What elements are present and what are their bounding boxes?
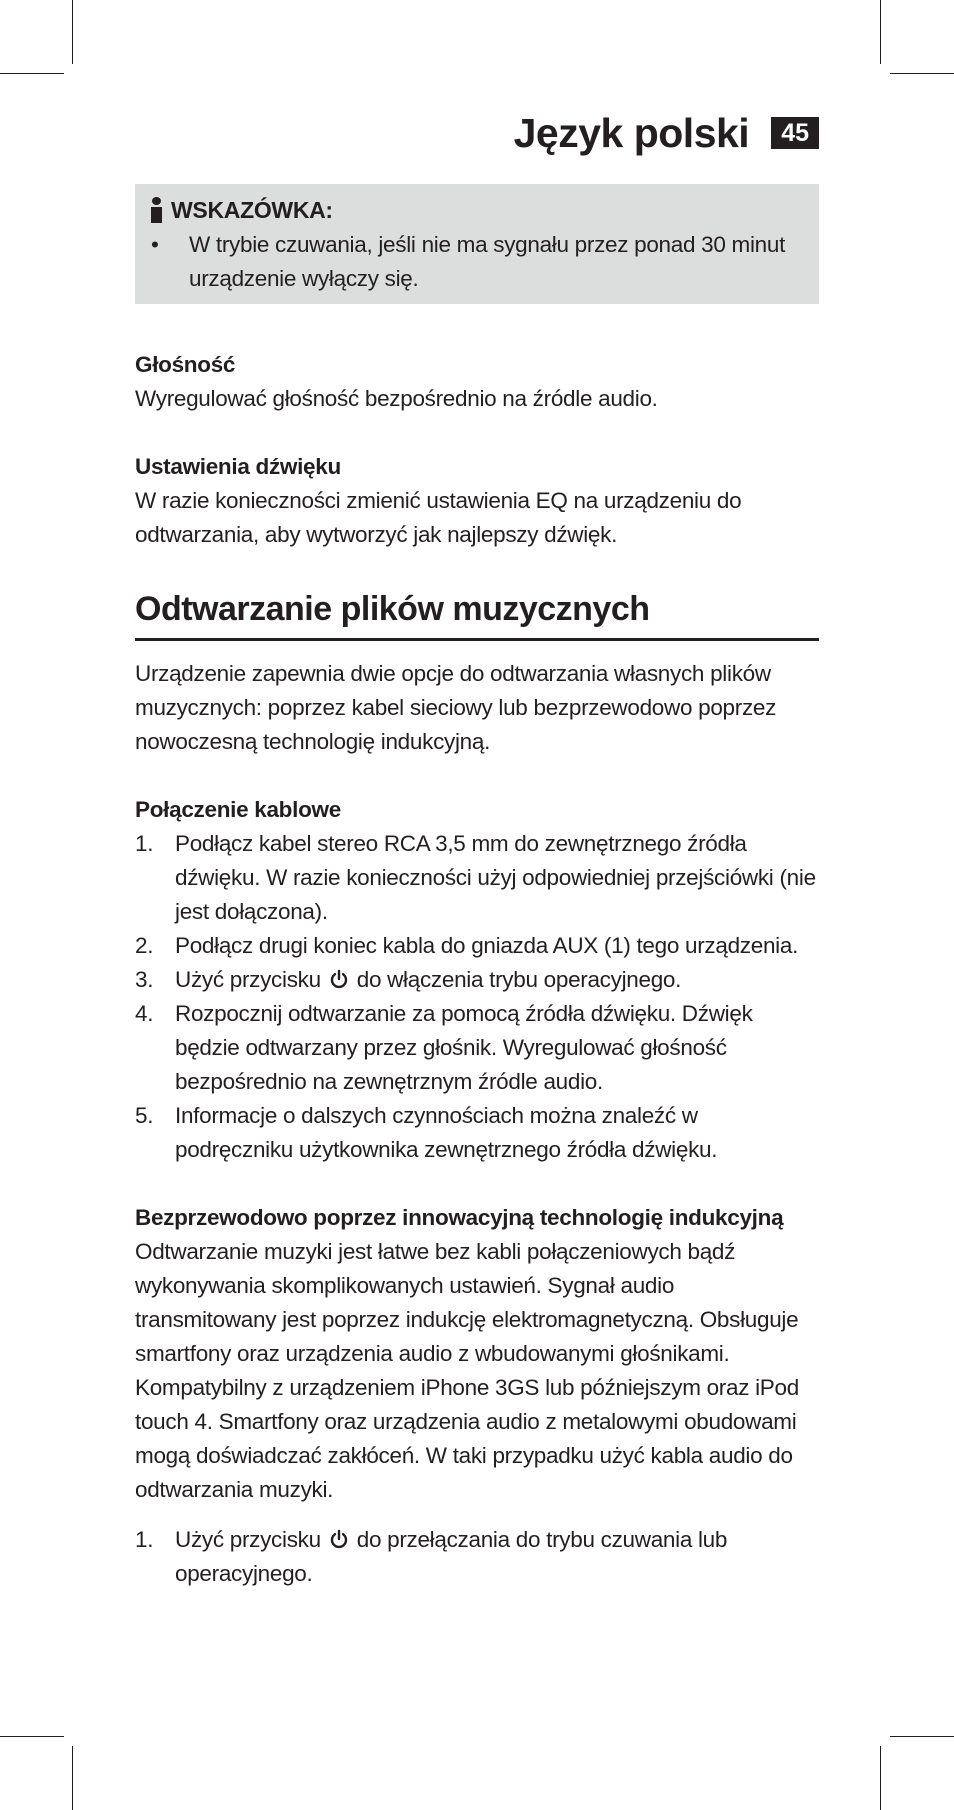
step-number: 1.: [135, 1527, 154, 1552]
list-item: [135, 963, 819, 997]
step-text-before: Użyć przycisku: [175, 967, 321, 992]
crop-mark: [72, 0, 73, 64]
step-number: 4.: [135, 1001, 154, 1026]
page-number: 45: [771, 117, 819, 149]
step-text: [175, 963, 681, 997]
volume-text: Wyregulować głośność bezpośrednio na źródle audio.: [135, 386, 658, 411]
step-text: Podłącz kabel stereo RCA 3,5 mm do zewnętrznego źródła dźwięku. W razie konieczności użyj odpowiedniej przejściówki (nie jest dołączona).: [175, 831, 816, 924]
crop-mark: [880, 0, 881, 64]
crop-mark: [880, 1746, 881, 1810]
list-item: [135, 1099, 819, 1167]
step-number: 3.: [135, 967, 154, 992]
crop-mark: [890, 73, 954, 74]
power-icon: [329, 969, 349, 989]
section-heading-playback: Odtwarzanie plików muzycznych: [135, 586, 819, 641]
step-number: 1.: [135, 831, 154, 856]
crop-mark: [0, 1736, 64, 1737]
list-item: [135, 1523, 819, 1591]
crop-mark: [0, 73, 64, 74]
note-bullet: [147, 228, 807, 296]
step-number: 5.: [135, 1103, 154, 1128]
step-text: Podłącz drugi koniec kabla do gniazda AUX (1) tego urządzenia.: [175, 933, 799, 958]
power-icon: [329, 1529, 349, 1549]
step-number: 2.: [135, 933, 154, 958]
page-title: Język polski: [513, 110, 750, 156]
note-bullet-text: W trybie czuwania, jeśli nie ma sygnału przez ponad 30 minut urządzenie wyłączy się.: [189, 232, 786, 291]
cable-heading: Połączenie kablowe: [135, 797, 341, 822]
list-item: [135, 997, 819, 1099]
step-text: Rozpocznij odtwarzanie za pomocą źródła dźwięku. Dźwięk będzie odtwarzany przez głośnik. Wyregulować głośność bezpośrednio na zewnętrznym źródle audio.: [175, 1001, 753, 1094]
step-text: Informacje o dalszych czynnościach można znaleźć w podręczniku użytkownika zewnętrznego źródła dźwięku.: [175, 1103, 718, 1162]
wireless-text: Odtwarzanie muzyki jest łatwe bez kabli połączeniowych bądź wykonywania skomplikowanych ustawień. Sygnał audio transmitowany jest poprzez indukcję elektromagnetyczną. Obsługuje smartfony oraz urządzenia audio z wbudowanymi głośnikami. Kompatybilny z urządzeniem iPhone 3GS lub późniejszym oraz iPod touch 4. Smartfony oraz urządzenia audio z metalowymi obudowami mogą doświadczać zakłóceń. W taki przypadku użyć kabla audio do odtwarzania muzyki.: [135, 1239, 799, 1502]
list-item: [135, 929, 819, 963]
bullet-icon: •: [151, 232, 159, 257]
wireless-steps: [135, 1523, 819, 1591]
sound-settings-heading: Ustawienia dźwięku: [135, 454, 341, 479]
wireless-heading: Bezprzewodowo poprzez innowacyjną technologię indukcyjną: [135, 1205, 784, 1230]
playback-intro: Urządzenie zapewnia dwie opcje do odtwarzania własnych plików muzycznych: poprzez kabel sieciowy lub bezprzewodowo poprzez nowoczesną technologię indukcyjną.: [135, 661, 777, 754]
note-box: [135, 184, 819, 304]
step-text-after: do przełączania do trybu czuwania lub operacyjnego.: [175, 1527, 728, 1586]
list-item: [135, 827, 819, 929]
page-content: [135, 184, 819, 1591]
crop-mark: [72, 1746, 73, 1810]
note-heading: [147, 192, 807, 228]
step-text: [175, 1523, 819, 1591]
sound-settings-text: W razie konieczności zmienić ustawienia EQ na urządzeniu do odtwarzania, aby wytworzyć jak najlepszy dźwięk.: [135, 488, 742, 547]
info-icon: [147, 195, 167, 225]
step-text-before: Użyć przycisku: [175, 1527, 321, 1552]
page-header: [514, 108, 819, 158]
note-heading-text: WSKAZÓWKA:: [171, 197, 333, 223]
cable-steps: [135, 827, 819, 1167]
volume-heading: Głośność: [135, 352, 236, 377]
step-text-after: do włączenia trybu operacyjnego.: [356, 967, 682, 992]
crop-mark: [890, 1736, 954, 1737]
